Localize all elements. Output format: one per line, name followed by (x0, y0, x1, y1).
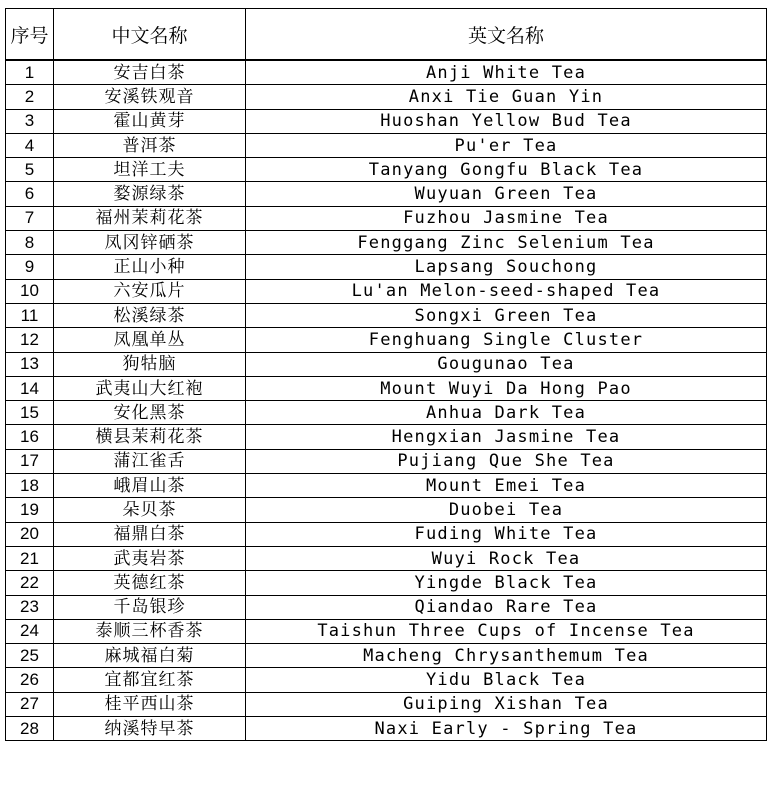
table-row (6, 425, 767, 449)
serial-number-cell: 14 (6, 376, 54, 400)
chinese-name-cell: 松溪绿茶 (54, 303, 246, 327)
english-name-cell: Wuyuan Green Tea (246, 182, 767, 206)
serial-number-cell: 23 (6, 595, 54, 619)
serial-number-cell: 2 (6, 85, 54, 109)
table-row (6, 376, 767, 400)
english-name-cell: Taishun Three Cups of Incense Tea (246, 619, 767, 643)
serial-number-cell: 25 (6, 644, 54, 668)
table-row (6, 619, 767, 643)
table-row (6, 182, 767, 206)
table-row (6, 401, 767, 425)
chinese-name-cell: 英德红茶 (54, 571, 246, 595)
serial-number-cell: 21 (6, 546, 54, 570)
english-name-cell: Mount Wuyi Da Hong Pao (246, 376, 767, 400)
serial-number-cell: 11 (6, 303, 54, 327)
english-name-cell: Songxi Green Tea (246, 303, 767, 327)
english-name-cell: Guiping Xishan Tea (246, 692, 767, 716)
serial-number-cell: 16 (6, 425, 54, 449)
header-chinese-name: 中文名称 (54, 9, 246, 61)
chinese-name-cell: 婺源绿茶 (54, 182, 246, 206)
serial-number-cell: 6 (6, 182, 54, 206)
serial-number-cell: 12 (6, 328, 54, 352)
table-row (6, 255, 767, 279)
serial-number-cell: 26 (6, 668, 54, 692)
tea-names-table (5, 8, 767, 741)
chinese-name-cell: 泰顺三杯香茶 (54, 619, 246, 643)
english-name-cell: Lu'an Melon-seed-shaped Tea (246, 279, 767, 303)
chinese-name-cell: 武夷岩茶 (54, 546, 246, 570)
serial-number-cell: 19 (6, 498, 54, 522)
serial-number-cell: 4 (6, 133, 54, 157)
table-row (6, 571, 767, 595)
table-row (6, 595, 767, 619)
chinese-name-cell: 麻城福白菊 (54, 644, 246, 668)
table-row (6, 522, 767, 546)
chinese-name-cell: 狗牯脑 (54, 352, 246, 376)
serial-number-cell: 24 (6, 619, 54, 643)
english-name-cell: Anhua Dark Tea (246, 401, 767, 425)
chinese-name-cell: 凤凰单丛 (54, 328, 246, 352)
serial-number-cell: 18 (6, 474, 54, 498)
chinese-name-cell: 千岛银珍 (54, 595, 246, 619)
english-name-cell: Qiandao Rare Tea (246, 595, 767, 619)
table-row (6, 109, 767, 133)
english-name-cell: Naxi Early - Spring Tea (246, 717, 767, 741)
serial-number-cell: 27 (6, 692, 54, 716)
english-name-cell: Pu'er Tea (246, 133, 767, 157)
serial-number-cell: 8 (6, 231, 54, 255)
english-name-cell: Yingde Black Tea (246, 571, 767, 595)
english-name-cell: Fenggang Zinc Selenium Tea (246, 231, 767, 255)
english-name-cell: Anxi Tie Guan Yin (246, 85, 767, 109)
table-row (6, 206, 767, 230)
chinese-name-cell: 桂平西山茶 (54, 692, 246, 716)
chinese-name-cell: 武夷山大红袍 (54, 376, 246, 400)
english-name-cell: Yidu Black Tea (246, 668, 767, 692)
table-row (6, 717, 767, 741)
header-english-name: 英文名称 (246, 9, 767, 61)
serial-number-cell: 5 (6, 158, 54, 182)
chinese-name-cell: 普洱茶 (54, 133, 246, 157)
table-body (6, 60, 767, 741)
english-name-cell: Hengxian Jasmine Tea (246, 425, 767, 449)
chinese-name-cell: 六安瓜片 (54, 279, 246, 303)
chinese-name-cell: 安溪铁观音 (54, 85, 246, 109)
table-row (6, 328, 767, 352)
chinese-name-cell: 安化黑茶 (54, 401, 246, 425)
english-name-cell: Mount Emei Tea (246, 474, 767, 498)
english-name-cell: Tanyang Gongfu Black Tea (246, 158, 767, 182)
chinese-name-cell: 坦洋工夫 (54, 158, 246, 182)
table-row (6, 85, 767, 109)
table-row (6, 498, 767, 522)
table-header (6, 9, 767, 61)
serial-number-cell: 10 (6, 279, 54, 303)
serial-number-cell: 9 (6, 255, 54, 279)
chinese-name-cell: 纳溪特早茶 (54, 717, 246, 741)
chinese-name-cell: 霍山黄芽 (54, 109, 246, 133)
table-row (6, 546, 767, 570)
serial-number-cell: 13 (6, 352, 54, 376)
english-name-cell: Duobei Tea (246, 498, 767, 522)
header-row (6, 9, 767, 61)
table-row (6, 60, 767, 85)
table-row (6, 352, 767, 376)
header-serial-number: 序号 (6, 9, 54, 61)
table-row (6, 231, 767, 255)
english-name-cell: Fenghuang Single Cluster (246, 328, 767, 352)
chinese-name-cell: 正山小种 (54, 255, 246, 279)
table-row (6, 279, 767, 303)
chinese-name-cell: 凤冈锌硒茶 (54, 231, 246, 255)
serial-number-cell: 20 (6, 522, 54, 546)
table-row (6, 668, 767, 692)
english-name-cell: Fuding White Tea (246, 522, 767, 546)
chinese-name-cell: 蒲江雀舌 (54, 449, 246, 473)
chinese-name-cell: 宜都宜红茶 (54, 668, 246, 692)
table-row (6, 644, 767, 668)
chinese-name-cell: 横县茉莉花茶 (54, 425, 246, 449)
chinese-name-cell: 福州茉莉花茶 (54, 206, 246, 230)
serial-number-cell: 28 (6, 717, 54, 741)
english-name-cell: Wuyi Rock Tea (246, 546, 767, 570)
english-name-cell: Pujiang Que She Tea (246, 449, 767, 473)
english-name-cell: Anji White Tea (246, 60, 767, 85)
table-row (6, 692, 767, 716)
chinese-name-cell: 福鼎白茶 (54, 522, 246, 546)
serial-number-cell: 7 (6, 206, 54, 230)
serial-number-cell: 22 (6, 571, 54, 595)
english-name-cell: Lapsang Souchong (246, 255, 767, 279)
serial-number-cell: 17 (6, 449, 54, 473)
english-name-cell: Macheng Chrysanthemum Tea (246, 644, 767, 668)
serial-number-cell: 15 (6, 401, 54, 425)
table-row (6, 474, 767, 498)
english-name-cell: Fuzhou Jasmine Tea (246, 206, 767, 230)
chinese-name-cell: 峨眉山茶 (54, 474, 246, 498)
table-row (6, 133, 767, 157)
chinese-name-cell: 安吉白茶 (54, 60, 246, 85)
table-row (6, 449, 767, 473)
english-name-cell: Gougunao Tea (246, 352, 767, 376)
english-name-cell: Huoshan Yellow Bud Tea (246, 109, 767, 133)
table-row (6, 303, 767, 327)
serial-number-cell: 1 (6, 60, 54, 85)
chinese-name-cell: 朵贝茶 (54, 498, 246, 522)
serial-number-cell: 3 (6, 109, 54, 133)
table-row (6, 158, 767, 182)
